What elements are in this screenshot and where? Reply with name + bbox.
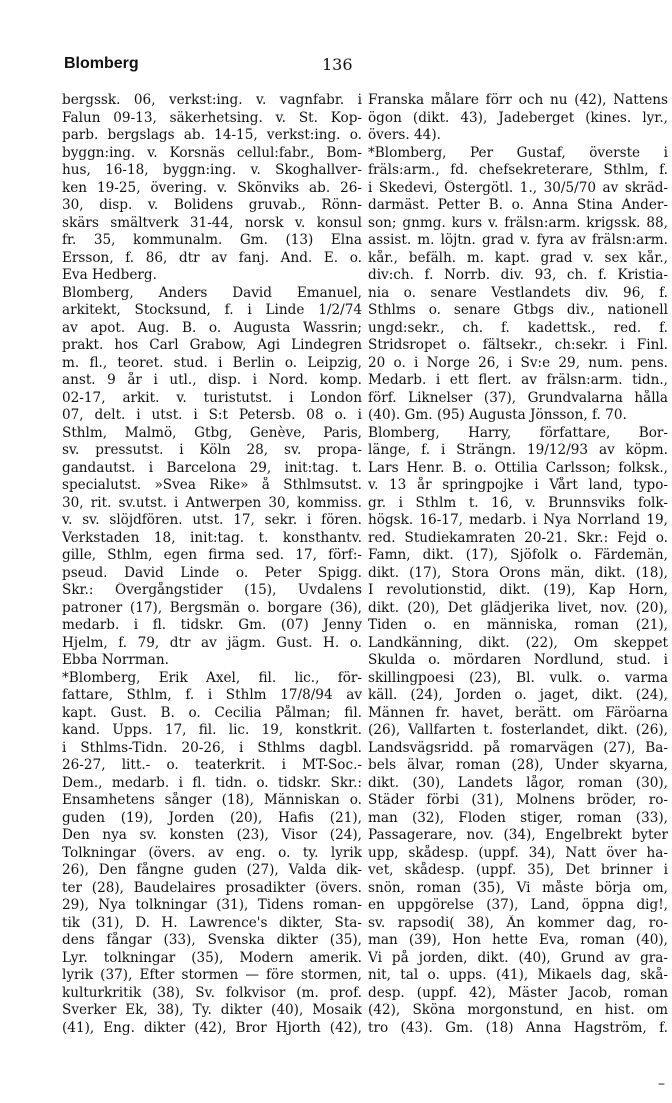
text-line: förf. Liknelser (37), Grundvalarna hålla bbox=[368, 389, 668, 406]
text-line: skärs smältverk 31-44, norsk v. konsul bbox=[62, 214, 362, 231]
text-line: vet, skådesp. (uppf. 35), Det brinner i bbox=[368, 862, 668, 878]
text-line: desp. (uppf. 42), Mäster Jacob, roman bbox=[368, 984, 668, 1001]
text-line: Skr.: Övergångstider (15), Uvdalens bbox=[62, 582, 362, 598]
text-line: Dem., medarb. i fl. tidn. o. tidskr. Skr.: bbox=[62, 774, 362, 791]
text-line: 07, delt. i utst. i S:t Petersb. 08 o. i bbox=[62, 407, 362, 423]
text-line: man (39), Hon hette Eva, roman (40), bbox=[368, 932, 668, 948]
running-head: Blomberg bbox=[64, 55, 139, 72]
text-line: skillingpoesi (23), Bl. vulk. o. varma bbox=[368, 669, 668, 686]
text-line: dikt. (20), Det glädjerika livet, nov. (20), bbox=[368, 599, 668, 616]
text-line: nit, tal o. upps. (41), Mikaels dag, skå- bbox=[368, 967, 668, 983]
text-line: I revolutionstid, dikt. (19), Kap Horn, bbox=[368, 582, 668, 598]
text-line: ögon (dikt. 43), Jadeberget (kines. lyr., bbox=[368, 109, 668, 126]
text-line: div:ch. f. Norrb. div. 93, ch. f. Kristia- bbox=[368, 267, 668, 283]
text-line: 02-17, arkit. v. turistutst. i London bbox=[62, 389, 362, 406]
text-line: specialutst. »Svea Rike» å Sthlmsutst. bbox=[62, 477, 362, 493]
text-line: Vi på jorden, dikt. (40), Grund av gra- bbox=[368, 949, 668, 966]
text-line: (42), Sköna morgonstund, en hist. om bbox=[368, 1002, 668, 1018]
text-line: assist. m. löjtn. grad v. fyra av frälsn:arm. bbox=[368, 232, 668, 248]
text-line: tik (31), D. H. Lawrence's dikter, Sta- bbox=[62, 914, 362, 931]
text-line: *Blomberg, Per Gustaf, överste i bbox=[368, 144, 668, 161]
text-line: (26), Vallfarten t. fosterlandet, dikt. (26), bbox=[368, 722, 668, 738]
text-line: tro (43). Gm. (18) Anna Hagström, f. bbox=[368, 1019, 668, 1036]
text-line: sv. pressutst. i Köln 28, sv. propa- bbox=[62, 442, 362, 458]
text-line: Stridsropet o. fältsekr., ch:sekr. i Finl. bbox=[368, 337, 668, 353]
text-line: Landkänning, dikt. (22), Om skeppet bbox=[368, 634, 668, 651]
page-header bbox=[64, 55, 624, 81]
text-line: Passagerare, nov. (34), Engelbrekt byter bbox=[368, 827, 668, 843]
text-line: Tolkningar (övers. av eng. o. ty. lyrik bbox=[62, 844, 362, 861]
left-column bbox=[62, 92, 362, 1037]
text-line: högsk. 16-17, medarb. i Nya Norrland 19, bbox=[368, 512, 668, 528]
text-line: Eva Hedberg. bbox=[62, 267, 157, 283]
text-line: lyrik (37), Efter stormen — före stormen, bbox=[62, 967, 362, 983]
text-line: anst. 9 år i utl., disp. i Nord. komp. bbox=[62, 372, 362, 388]
text-line: kand. Upps. 17, fil. lic. 19, konstkrit. bbox=[62, 722, 362, 738]
text-line: Blomberg, Harry, författare, Bor- bbox=[368, 424, 668, 441]
text-line: Sthlm, Malmö, Gtbg, Genève, Paris, bbox=[62, 424, 362, 441]
text-line: kår., befälh. m. kapt. grad v. sex kår., bbox=[368, 249, 668, 266]
text-line: byggn:ing. v. Korsnäs cellul:fabr., Bom- bbox=[62, 144, 362, 161]
text-line: patroner (17), Bergsmän o. borgare (36), bbox=[62, 599, 362, 616]
text-line: v. sv. slöjdfören. utst. 17, sekr. i fören. bbox=[62, 512, 362, 528]
text-line: 20 o. i Norge 26, i Sv:e 29, num. pens. bbox=[368, 354, 668, 371]
text-line: övers. 44). bbox=[368, 127, 441, 143]
text-line: v. 13 år springpojke i Vårt land, typo- bbox=[368, 477, 668, 493]
text-line: gille, Sthlm, egen firma sed. 17, förf:- bbox=[62, 547, 362, 563]
text-line: bergssk. 06, verkst:ing. v. vagnfabr. i bbox=[62, 92, 362, 108]
text-line: dens fångar (33), Svenska dikter (35), bbox=[62, 932, 362, 948]
text-line: m. fl., teoret. stud. i Berlin o. Leipzig, bbox=[62, 354, 362, 371]
text-line: upp, skådesp. (uppf. 34), Natt över ha- bbox=[368, 844, 668, 861]
text-line: Hjelm, f. 79, dtr av jägm. Gust. H. o. bbox=[62, 634, 362, 651]
text-line: Lyr. tolkningar (35), Modern amerik. bbox=[62, 949, 362, 966]
text-line: Medarb. i ett flert. av frälsn:arm. tidn., bbox=[368, 372, 668, 388]
text-line: fattare, Sthlm, f. i Sthlm 17/8/94 av bbox=[62, 687, 362, 703]
text-line: 26), Den fångne guden (27), Valda dik- bbox=[62, 862, 362, 878]
text-line: guden (19), Jorden (20), Hafis (21), bbox=[62, 809, 362, 826]
text-line: dikt. (17), Stora Orons män, dikt. (18), bbox=[368, 564, 668, 581]
text-line: Skulda o. mördaren Nordlund, stud. i bbox=[368, 652, 668, 668]
text-line: Lars Henr. B. o. Ottilia Carlsson; folksk., bbox=[368, 459, 668, 476]
text-line: i Sthlms-Tidn. 20-26, i Sthlms dagbl. bbox=[62, 739, 362, 756]
text-line: Landsvägsridd. på romarvägen (27), Ba- bbox=[368, 739, 668, 756]
text-line: 30, rit. sv.utst. i Antwerpen 30, kommiss. bbox=[62, 494, 362, 511]
text-line: av apot. Aug. B. o. Augusta Wassrin; bbox=[62, 319, 362, 336]
text-line: fräls:arm., fd. chefsekreterare, Sthlm, f. bbox=[368, 162, 668, 178]
text-line: Ensamhetens sånger (18), Människan o. bbox=[62, 792, 362, 808]
text-line: gandautst. i Barcelona 29, init:tag. t. bbox=[62, 459, 362, 476]
text-line: 26-27, litt.- o. teaterkrit. i MT-Soc.- bbox=[62, 757, 362, 773]
text-line: parb. bergslags ab. 14-15, verkst:ing. o. bbox=[62, 127, 362, 143]
text-line: sv. rapsodi( 38), Än kommer dag, ro- bbox=[368, 914, 668, 931]
text-line: (41), Eng. dikter (42), Bror Hjorth (42), bbox=[62, 1019, 362, 1036]
text-line: Blomberg, Anders David Emanuel, bbox=[62, 284, 362, 301]
text-line: en uppgörelse (37), Land, öppna dig!, bbox=[368, 897, 668, 913]
text-line: ken 19-25, övering. v. Skönviks ab. 26- bbox=[62, 179, 362, 196]
text-line: dikt. (30), Landets lågor, roman (30), bbox=[368, 774, 668, 791]
text-line: Franska målare förr och nu (42), Nattens bbox=[368, 92, 668, 108]
text-line: 30, disp. v. Bolidens gruvab., Rönn- bbox=[62, 197, 362, 213]
text-line: käll. (24), Jorden o. jaget, dikt. (24), bbox=[368, 687, 668, 703]
text-line: 29), Nya tolkningar (31), Tidens roman- bbox=[62, 897, 362, 913]
text-line: Städer förbi (31), Molnens bröder, ro- bbox=[368, 792, 668, 808]
text-line: pseud. David Linde o. Peter Spigg. bbox=[62, 564, 362, 581]
text-line: son; gnmg. kurs v. frälsn:arm. krigssk. 88, bbox=[368, 214, 668, 231]
text-line: Verkstaden 18, init:tag. t. konsthantv. bbox=[62, 529, 362, 546]
text-line: ter (28), Baudelaires prosadikter (övers. bbox=[62, 879, 362, 896]
right-column bbox=[368, 92, 668, 1037]
text-line: Famn, dikt. (17), Sjöfolk o. Färdemän, bbox=[368, 547, 668, 563]
text-line: (40). Gm. (95) Augusta Jönsson, f. 70. bbox=[368, 407, 627, 423]
text-line: hus, 16-18, byggn:ing. v. Skoghallver- bbox=[62, 162, 362, 178]
text-line: Falun 09-13, säkerhetsing. v. St. Kop- bbox=[62, 109, 362, 126]
text-line: Männen fr. havet, berätt. om Färöarna bbox=[368, 704, 668, 721]
text-line: nia o. senare Vestlandets div. 96, f. bbox=[368, 284, 668, 301]
text-line: prakt. hos Carl Grabow, Agi Lindegren bbox=[62, 337, 362, 353]
text-line: Sverker Ek, 38), Ty. dikter (40), Mosaik bbox=[62, 1002, 362, 1018]
text-line: *Blomberg, Erik Axel, fil. lic., för- bbox=[62, 669, 362, 686]
text-line: länge, f. i Strängn. 19/12/93 av köpm. bbox=[368, 442, 668, 458]
text-line: snön, roman (35), Vi måste börja om, bbox=[368, 879, 668, 896]
text-line: ungd:sekr., ch. f. kadettsk., red. f. bbox=[368, 319, 668, 336]
text-line: i Skedevi, Östergötl. 1., 30/5/70 av skräd- bbox=[368, 179, 668, 196]
text-line: Tiden o. en människa, roman (21), bbox=[368, 617, 668, 633]
text-line: medarb. i fl. tidskr. Gm. (07) Jenny bbox=[62, 617, 362, 633]
text-line: arkitekt, Stocksund, f. i Linde 1/2/74 bbox=[62, 302, 362, 318]
text-line: Ebba Norrman. bbox=[62, 652, 169, 668]
margin-mark: – bbox=[658, 1076, 665, 1092]
text-line: Den nya sv. konsten (23), Visor (24), bbox=[62, 827, 362, 843]
text-line: darmäst. Petter B. o. Anna Stina Ander- bbox=[368, 197, 668, 213]
text-line: bels älvar, roman (28), Under skyarna, bbox=[368, 757, 668, 773]
text-line: Sthlms o. senare Gtbgs div., nationell bbox=[368, 302, 668, 318]
text-line: kapt. Gust. B. o. Cecilia Pålman; fil. bbox=[62, 704, 362, 721]
text-line: gr. i Sthlm t. 16, v. Brunnsviks folk- bbox=[368, 494, 668, 511]
page-number: 136 bbox=[322, 55, 353, 74]
text-line: kulturkritik (38), Sv. folkvisor (m. prof. bbox=[62, 984, 362, 1001]
text-line: Ersson, f. 86, dtr av fanj. And. E. o. bbox=[62, 249, 362, 266]
text-line: red. Studiekamraten 20-21. Skr.: Fejd o. bbox=[368, 529, 668, 546]
text-line: man (32), Floden stiger, roman (33), bbox=[368, 809, 668, 826]
text-line: fr. 35, kommunalm. Gm. (13) Elna bbox=[62, 232, 362, 248]
